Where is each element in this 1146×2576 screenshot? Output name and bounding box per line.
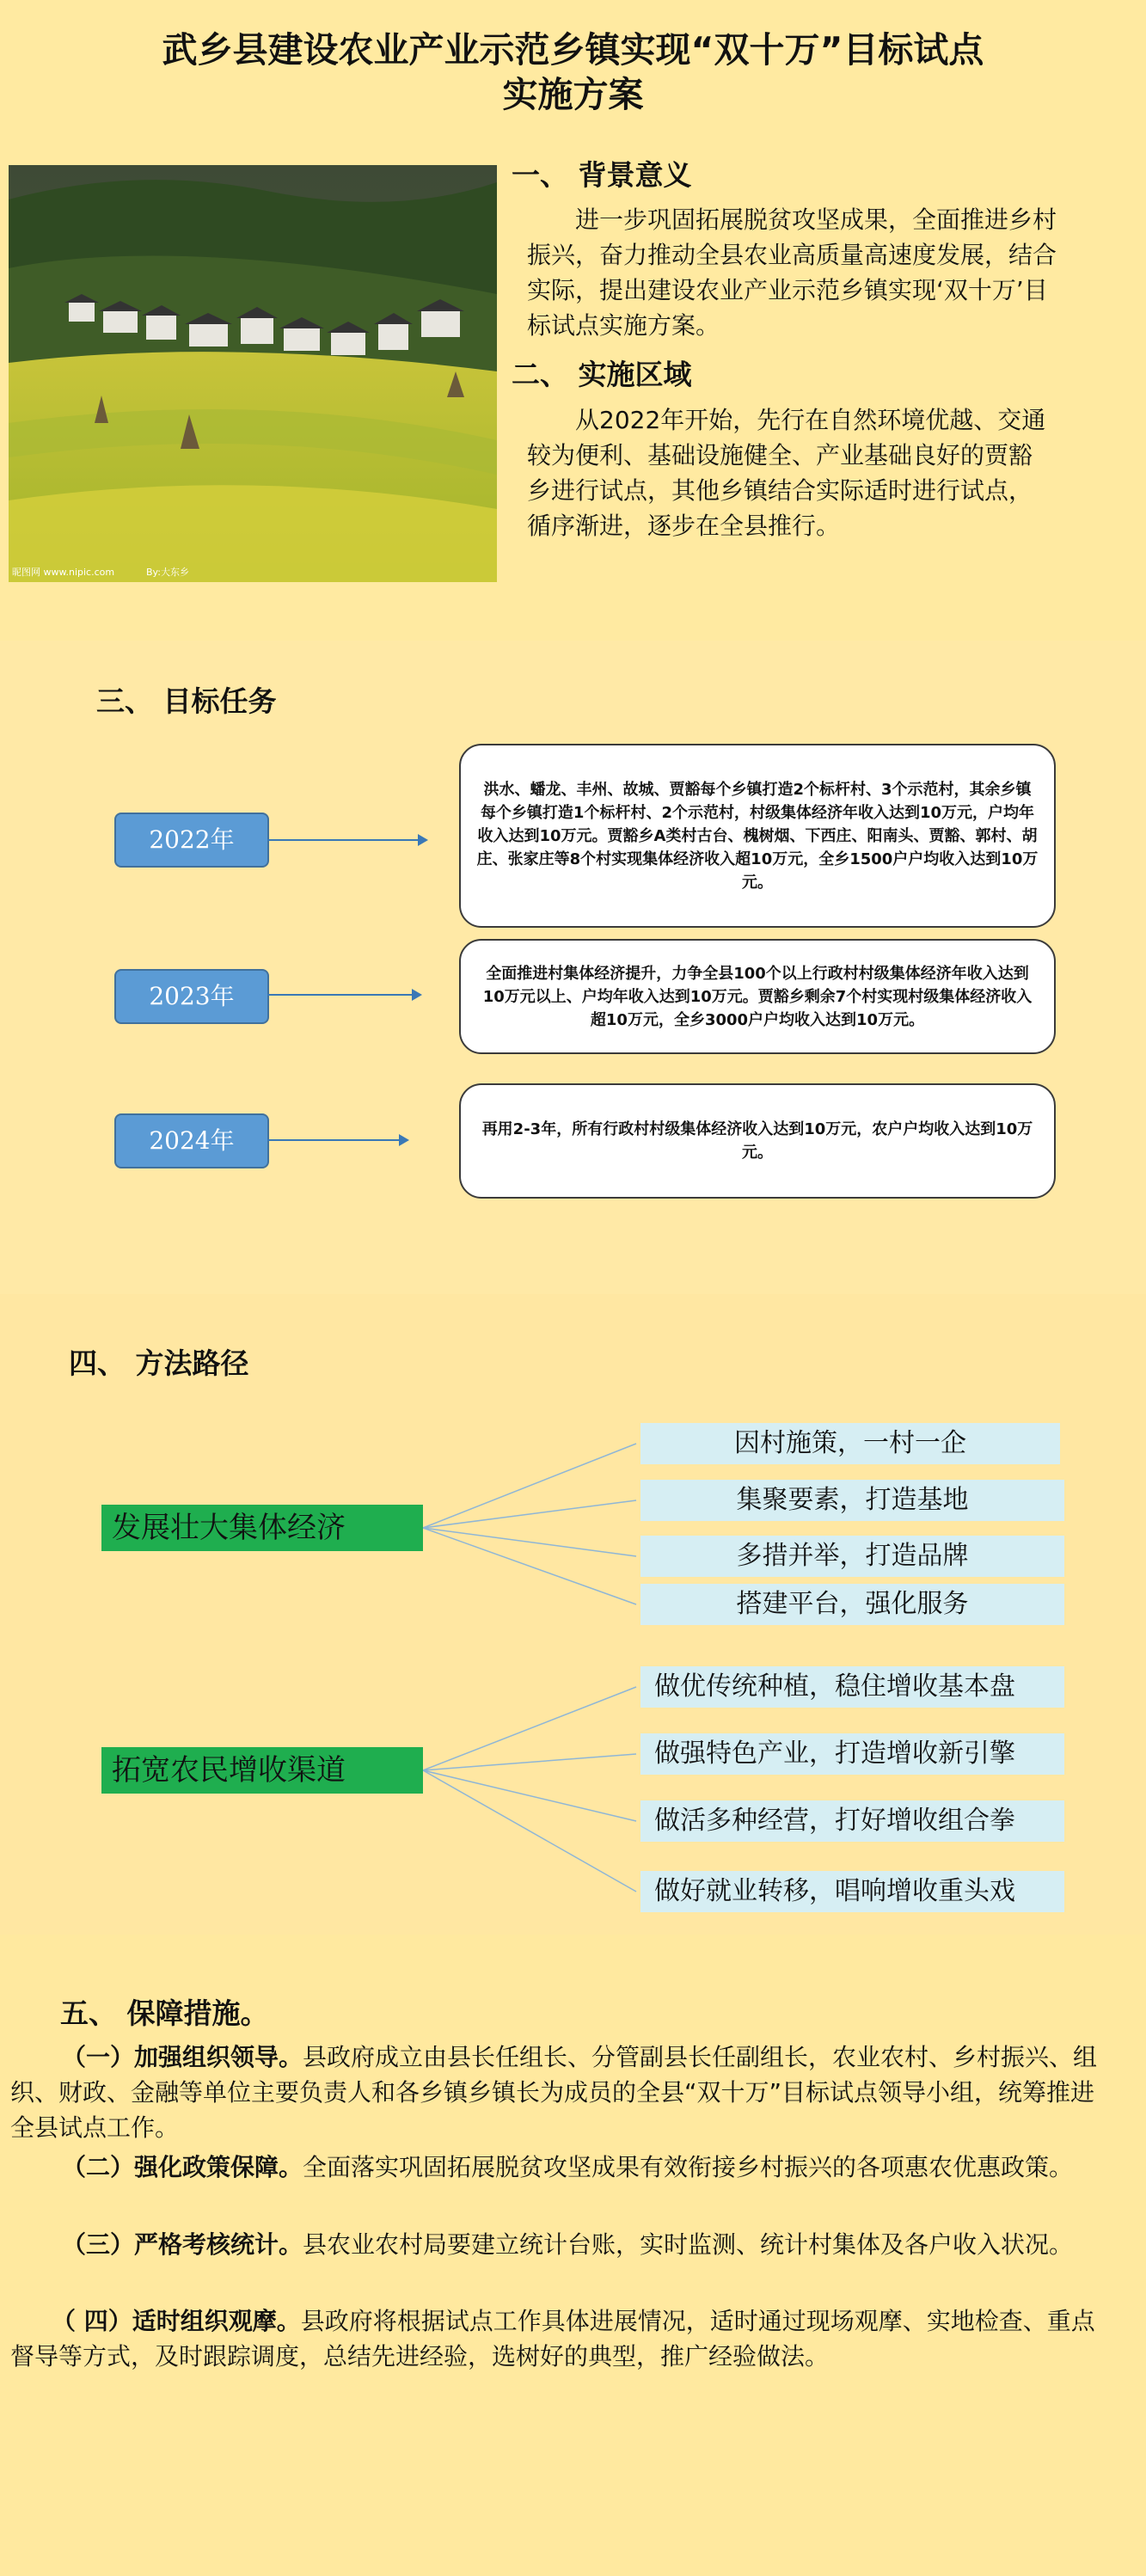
- measure-3: [10, 2227, 1102, 2262]
- measure-1: [10, 2039, 1102, 2145]
- year-2022-button[interactable]: 2022年: [114, 813, 269, 868]
- method-item: 做强特色产业，打造增收新引擎: [640, 1733, 1064, 1775]
- measure-4-label: （ 四）适时组织观摩。: [52, 2307, 301, 2335]
- method-item: 做优传统种植，稳住增收基本盘: [640, 1666, 1064, 1708]
- method-item: 做好就业转移，唱响增收重头戏: [640, 1871, 1064, 1912]
- photo-watermark-left: 昵图网 www.nipic.com: [12, 567, 115, 578]
- method-item: 集聚要素，打造基地: [640, 1480, 1064, 1521]
- measure-3-label: （三）严格考核统计。: [62, 2230, 303, 2259]
- method-item: 多措并举，打造品牌: [640, 1536, 1064, 1577]
- title-line-1: 武乡县建设农业产业示范乡镇实现“双十万”目标试点: [162, 29, 984, 71]
- section-1-body: 进一步巩固拓展脱贫攻坚成果，全面推进乡村振兴，奋力推动全县农业高质量高速度发展，结合实际，提出建设农业产业示范乡镇实现‘双十万’目标试点实施方案。: [527, 205, 1057, 340]
- measure-1-label: （一）加强组织领导。: [62, 2043, 303, 2071]
- measure-2-text: 全面落实巩固拓展脱贫攻坚成果有效衔接乡村振兴的各项惠农优惠政策。: [303, 2153, 1074, 2181]
- year-2023-button[interactable]: 2023年: [114, 969, 269, 1024]
- target-2024-box: 再用2-3年，所有行政村村级集体经济收入达到10万元，农户户均收入达到10万元。: [459, 1083, 1056, 1199]
- group-collective-economy-label: 发展壮大集体经济: [101, 1505, 423, 1551]
- target-2022-box: 洪水、蟠龙、丰州、故城、贾豁每个乡镇打造2个标杆村、3个示范村，其余乡镇每个乡镇打造1个标杆村、2个示范村，村级集体经济年收入达到10万元，户均年收入达到10万元。贾豁乡A类村古台、槐树烟、下西庄、阳南头、贾豁、郭村、胡庄、张家庄等8个村实现集体经济收入超10万元，全乡1500户户均收入达到10万元。: [459, 744, 1056, 928]
- section-2-heading: 二、 实施区域: [512, 358, 692, 391]
- year-2024-button[interactable]: 2024年: [114, 1113, 269, 1168]
- method-item: 搭建平台，强化服务: [640, 1584, 1064, 1625]
- method-item: 做活多种经营，打好增收组合拳: [640, 1800, 1064, 1842]
- section-3-heading: 三、 目标任务: [96, 684, 277, 718]
- section-2-body: 从2022年开始，先行在自然环境优越、交通较为便利、基础设施健全、产业基础良好的贾豁乡进行试点，其他乡镇结合实际适时进行试点，循序渐进，逐步在全县推行。: [527, 406, 1046, 540]
- photo-watermark-right: By:大东乡: [146, 567, 189, 578]
- measure-4: [10, 2303, 1102, 2374]
- section-5-heading: 五、 保障措施。: [60, 1996, 269, 2030]
- measure-2-label: （二）强化政策保障。: [62, 2153, 303, 2181]
- measure-1-text: 县政府成立由县长任组长、分管副县长任副组长，农业农村、乡村振兴、组织、财政、金融等单位主要负责人和各乡镇乡镇长为成员的全县“双十万”目标试点领导小组，统筹推进全县试点工作。: [10, 2043, 1098, 2142]
- measure-4-text: 县政府将根据试点工作具体进展情况，适时通过现场观摩、实地检查、重点督导等方式，及时跟踪调度，总结先进经验，选树好的典型，推广经验做法。: [10, 2307, 1095, 2371]
- title-line-2: 实施方案: [502, 74, 644, 115]
- section-1-heading: 一、 背景意义: [512, 158, 692, 192]
- method-item: 因村施策，一村一企: [640, 1423, 1060, 1464]
- target-2023-box: 全面推进村集体经济提升，力争全县100个以上行政村村级集体经济年收入达到10万元以上、户均年收入达到10万元。贾豁乡剩余7个村实现村级集体经济收入超10万元，全乡3000户户均收入达到10万元。: [459, 939, 1056, 1054]
- section-4-heading: 四、 方法路径: [69, 1346, 249, 1380]
- measure-3-text: 县农业农村局要建立统计台账，实时监测、统计村集体及各户收入状况。: [303, 2230, 1074, 2259]
- group-farmer-income-label: 拓宽农民增收渠道: [101, 1747, 423, 1794]
- measure-2: [10, 2150, 1102, 2185]
